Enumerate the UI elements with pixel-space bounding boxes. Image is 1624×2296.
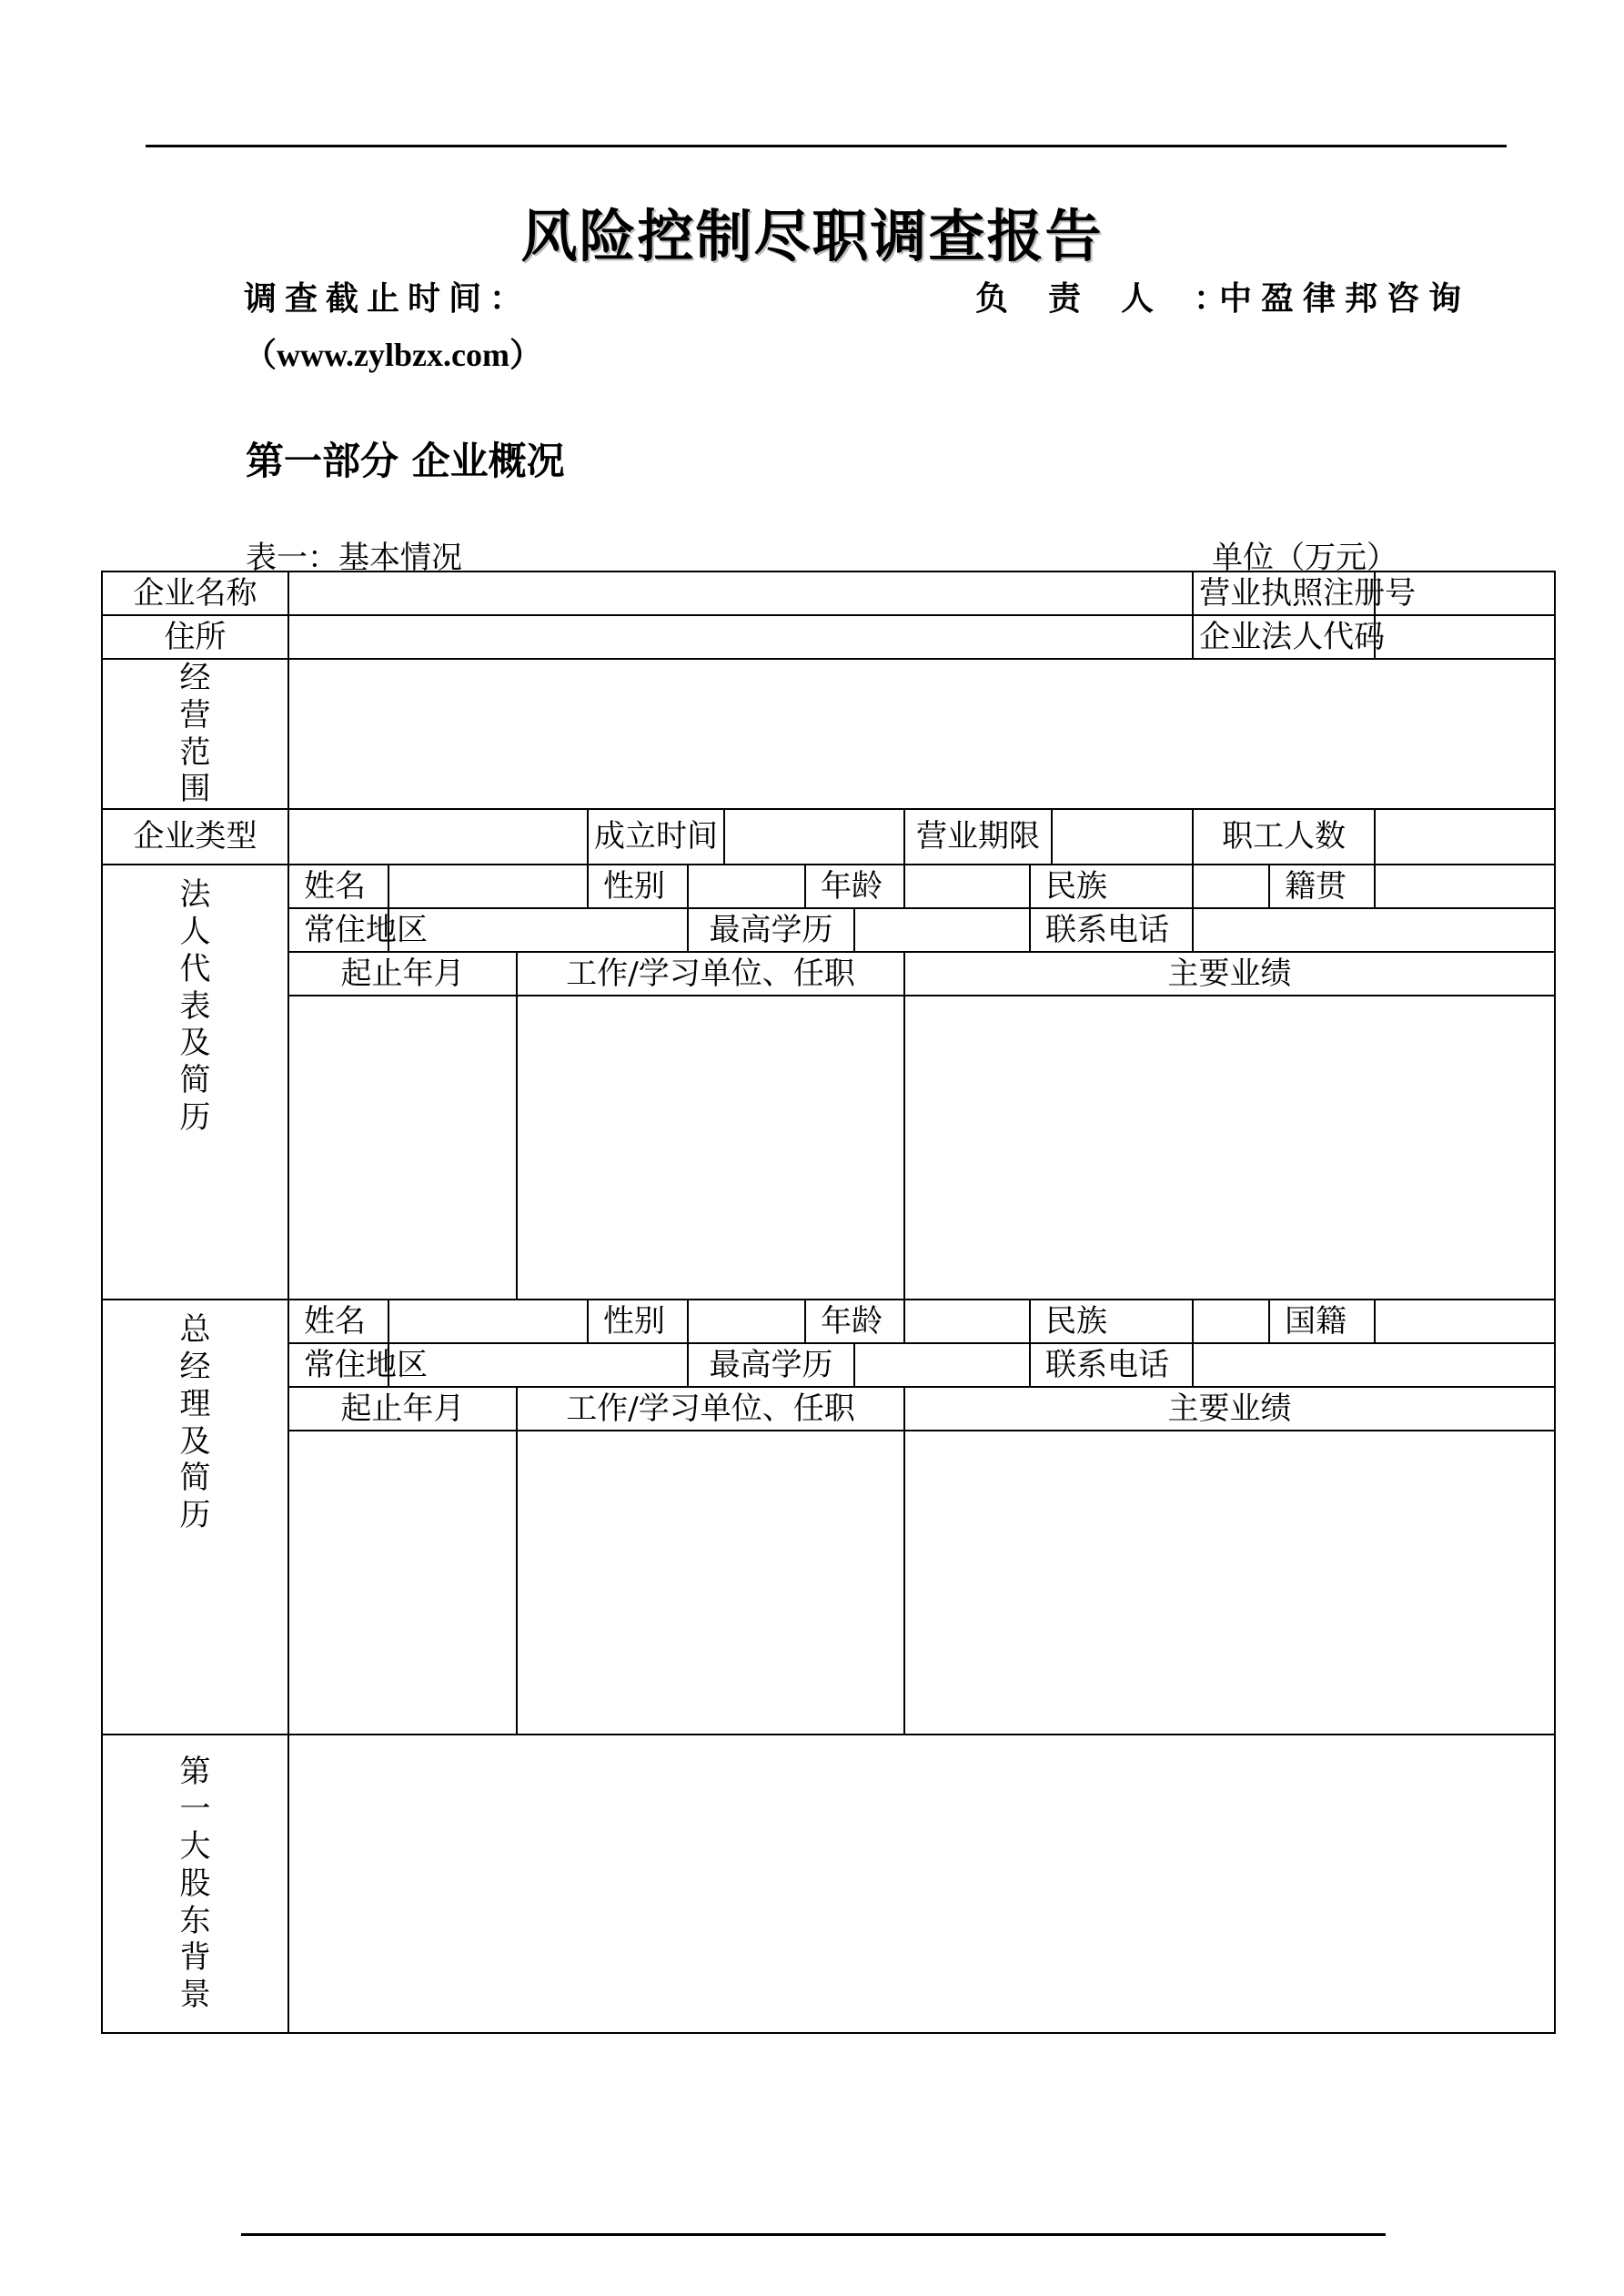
responsible-label: 负 责 人 ： <box>975 280 1231 318</box>
legal-rep-ethnicity-field[interactable] <box>1193 865 1269 908</box>
legal-rep-age-label: 年龄 <box>805 865 904 908</box>
gm-achievements-header: 主要业绩 <box>904 1387 1555 1431</box>
legal-rep-origin-label: 籍贯 <box>1269 865 1375 908</box>
gm-ethnicity-label: 民族 <box>1030 1300 1193 1343</box>
shareholder-label <box>102 1735 288 2033</box>
company-type-label: 企业类型 <box>102 809 288 865</box>
gm-phone-field[interactable] <box>1193 1343 1555 1387</box>
gm-residence-label: 常住地区 <box>288 1343 388 1387</box>
founded-field[interactable] <box>724 809 904 865</box>
gm-age-field[interactable] <box>904 1300 1030 1343</box>
biz-license-label: 营业执照注册号 <box>1193 571 1375 615</box>
gm-group-text: 总经理及简历 <box>179 1311 211 1534</box>
gm-achievements-field[interactable] <box>904 1431 1555 1735</box>
gm-residence-field[interactable] <box>388 1343 688 1387</box>
legal-code-label: 企业法人代码 <box>1193 615 1375 659</box>
gm-nationality-label: 国籍 <box>1269 1300 1375 1343</box>
scope-label <box>102 659 288 809</box>
legal-rep-education-label: 最高学历 <box>688 908 854 952</box>
gm-education-field[interactable] <box>854 1343 1030 1387</box>
gm-period-header: 起止年月 <box>288 1387 517 1431</box>
legal-rep-work-unit-header: 工作/学习单位、任职 <box>517 952 904 996</box>
legal-code-field[interactable] <box>1375 615 1555 659</box>
legal-rep-name-field[interactable] <box>388 865 588 908</box>
legal-rep-phone-label: 联系电话 <box>1030 908 1193 952</box>
responsible-value: 中盈律邦咨询 <box>1219 280 1471 318</box>
survey-date-label: 调查截止时间： <box>244 280 531 318</box>
company-name-label: 企业名称 <box>102 571 288 615</box>
gm-work-unit-field[interactable] <box>517 1431 904 1735</box>
gm-gender-field[interactable] <box>688 1300 805 1343</box>
legal-rep-origin-field[interactable] <box>1375 865 1555 908</box>
legal-rep-group-text: 法人代表及简历 <box>179 876 211 1136</box>
shareholder-label-text: 第一大股东背景 <box>179 1754 211 2014</box>
legal-rep-period-field[interactable] <box>288 996 517 1300</box>
legal-rep-residence-field[interactable] <box>388 908 688 952</box>
gm-group-label <box>102 1300 288 1735</box>
gm-age-label: 年龄 <box>805 1300 904 1343</box>
gm-work-unit-header: 工作/学习单位、任职 <box>517 1387 904 1431</box>
biz-term-field[interactable] <box>1052 809 1193 865</box>
legal-rep-gender-field[interactable] <box>688 865 805 908</box>
website-text: （www.zylbzx.com） <box>244 337 542 373</box>
footer-rule <box>241 2233 1386 2236</box>
gm-gender-label: 性别 <box>588 1300 688 1343</box>
address-field[interactable] <box>288 615 1193 659</box>
company-type-field[interactable] <box>288 809 588 865</box>
founded-label: 成立时间 <box>588 809 724 865</box>
legal-rep-achievements-field[interactable] <box>904 996 1555 1300</box>
gm-name-label: 姓名 <box>288 1300 388 1343</box>
legal-rep-work-unit-field[interactable] <box>517 996 904 1300</box>
scope-label-text: 经营范围 <box>179 660 211 808</box>
header-rule <box>146 145 1507 147</box>
gm-ethnicity-field[interactable] <box>1193 1300 1269 1343</box>
section-title: 第一部分 企业概况 <box>246 439 565 483</box>
gm-education-label: 最高学历 <box>688 1343 854 1387</box>
company-name-field[interactable] <box>288 571 1193 615</box>
employees-label: 职工人数 <box>1193 809 1375 865</box>
employees-field[interactable] <box>1375 809 1555 865</box>
biz-term-label: 营业期限 <box>904 809 1052 865</box>
legal-rep-achievements-header: 主要业绩 <box>904 952 1555 996</box>
legal-rep-education-field[interactable] <box>854 908 1030 952</box>
page-title: 风险控制尽职调查报告 <box>520 203 1104 269</box>
gm-nationality-field[interactable] <box>1375 1300 1555 1343</box>
scope-field[interactable] <box>288 659 1555 809</box>
legal-rep-ethnicity-label: 民族 <box>1030 865 1193 908</box>
legal-rep-gender-label: 性别 <box>588 865 688 908</box>
shareholder-field[interactable] <box>288 1735 1555 2033</box>
address-label: 住所 <box>102 615 288 659</box>
basic-info-table <box>101 571 1556 2034</box>
legal-rep-group-label <box>102 865 288 1300</box>
legal-rep-age-field[interactable] <box>904 865 1030 908</box>
gm-period-field[interactable] <box>288 1431 517 1735</box>
table-caption: 表一：基本情况 <box>246 540 462 576</box>
legal-rep-name-label: 姓名 <box>288 865 388 908</box>
gm-phone-label: 联系电话 <box>1030 1343 1193 1387</box>
legal-rep-residence-label: 常住地区 <box>288 908 388 952</box>
gm-name-field[interactable] <box>388 1300 588 1343</box>
unit-label: 单位（万元） <box>1212 540 1397 576</box>
legal-rep-phone-field[interactable] <box>1193 908 1555 952</box>
legal-rep-period-header: 起止年月 <box>288 952 517 996</box>
